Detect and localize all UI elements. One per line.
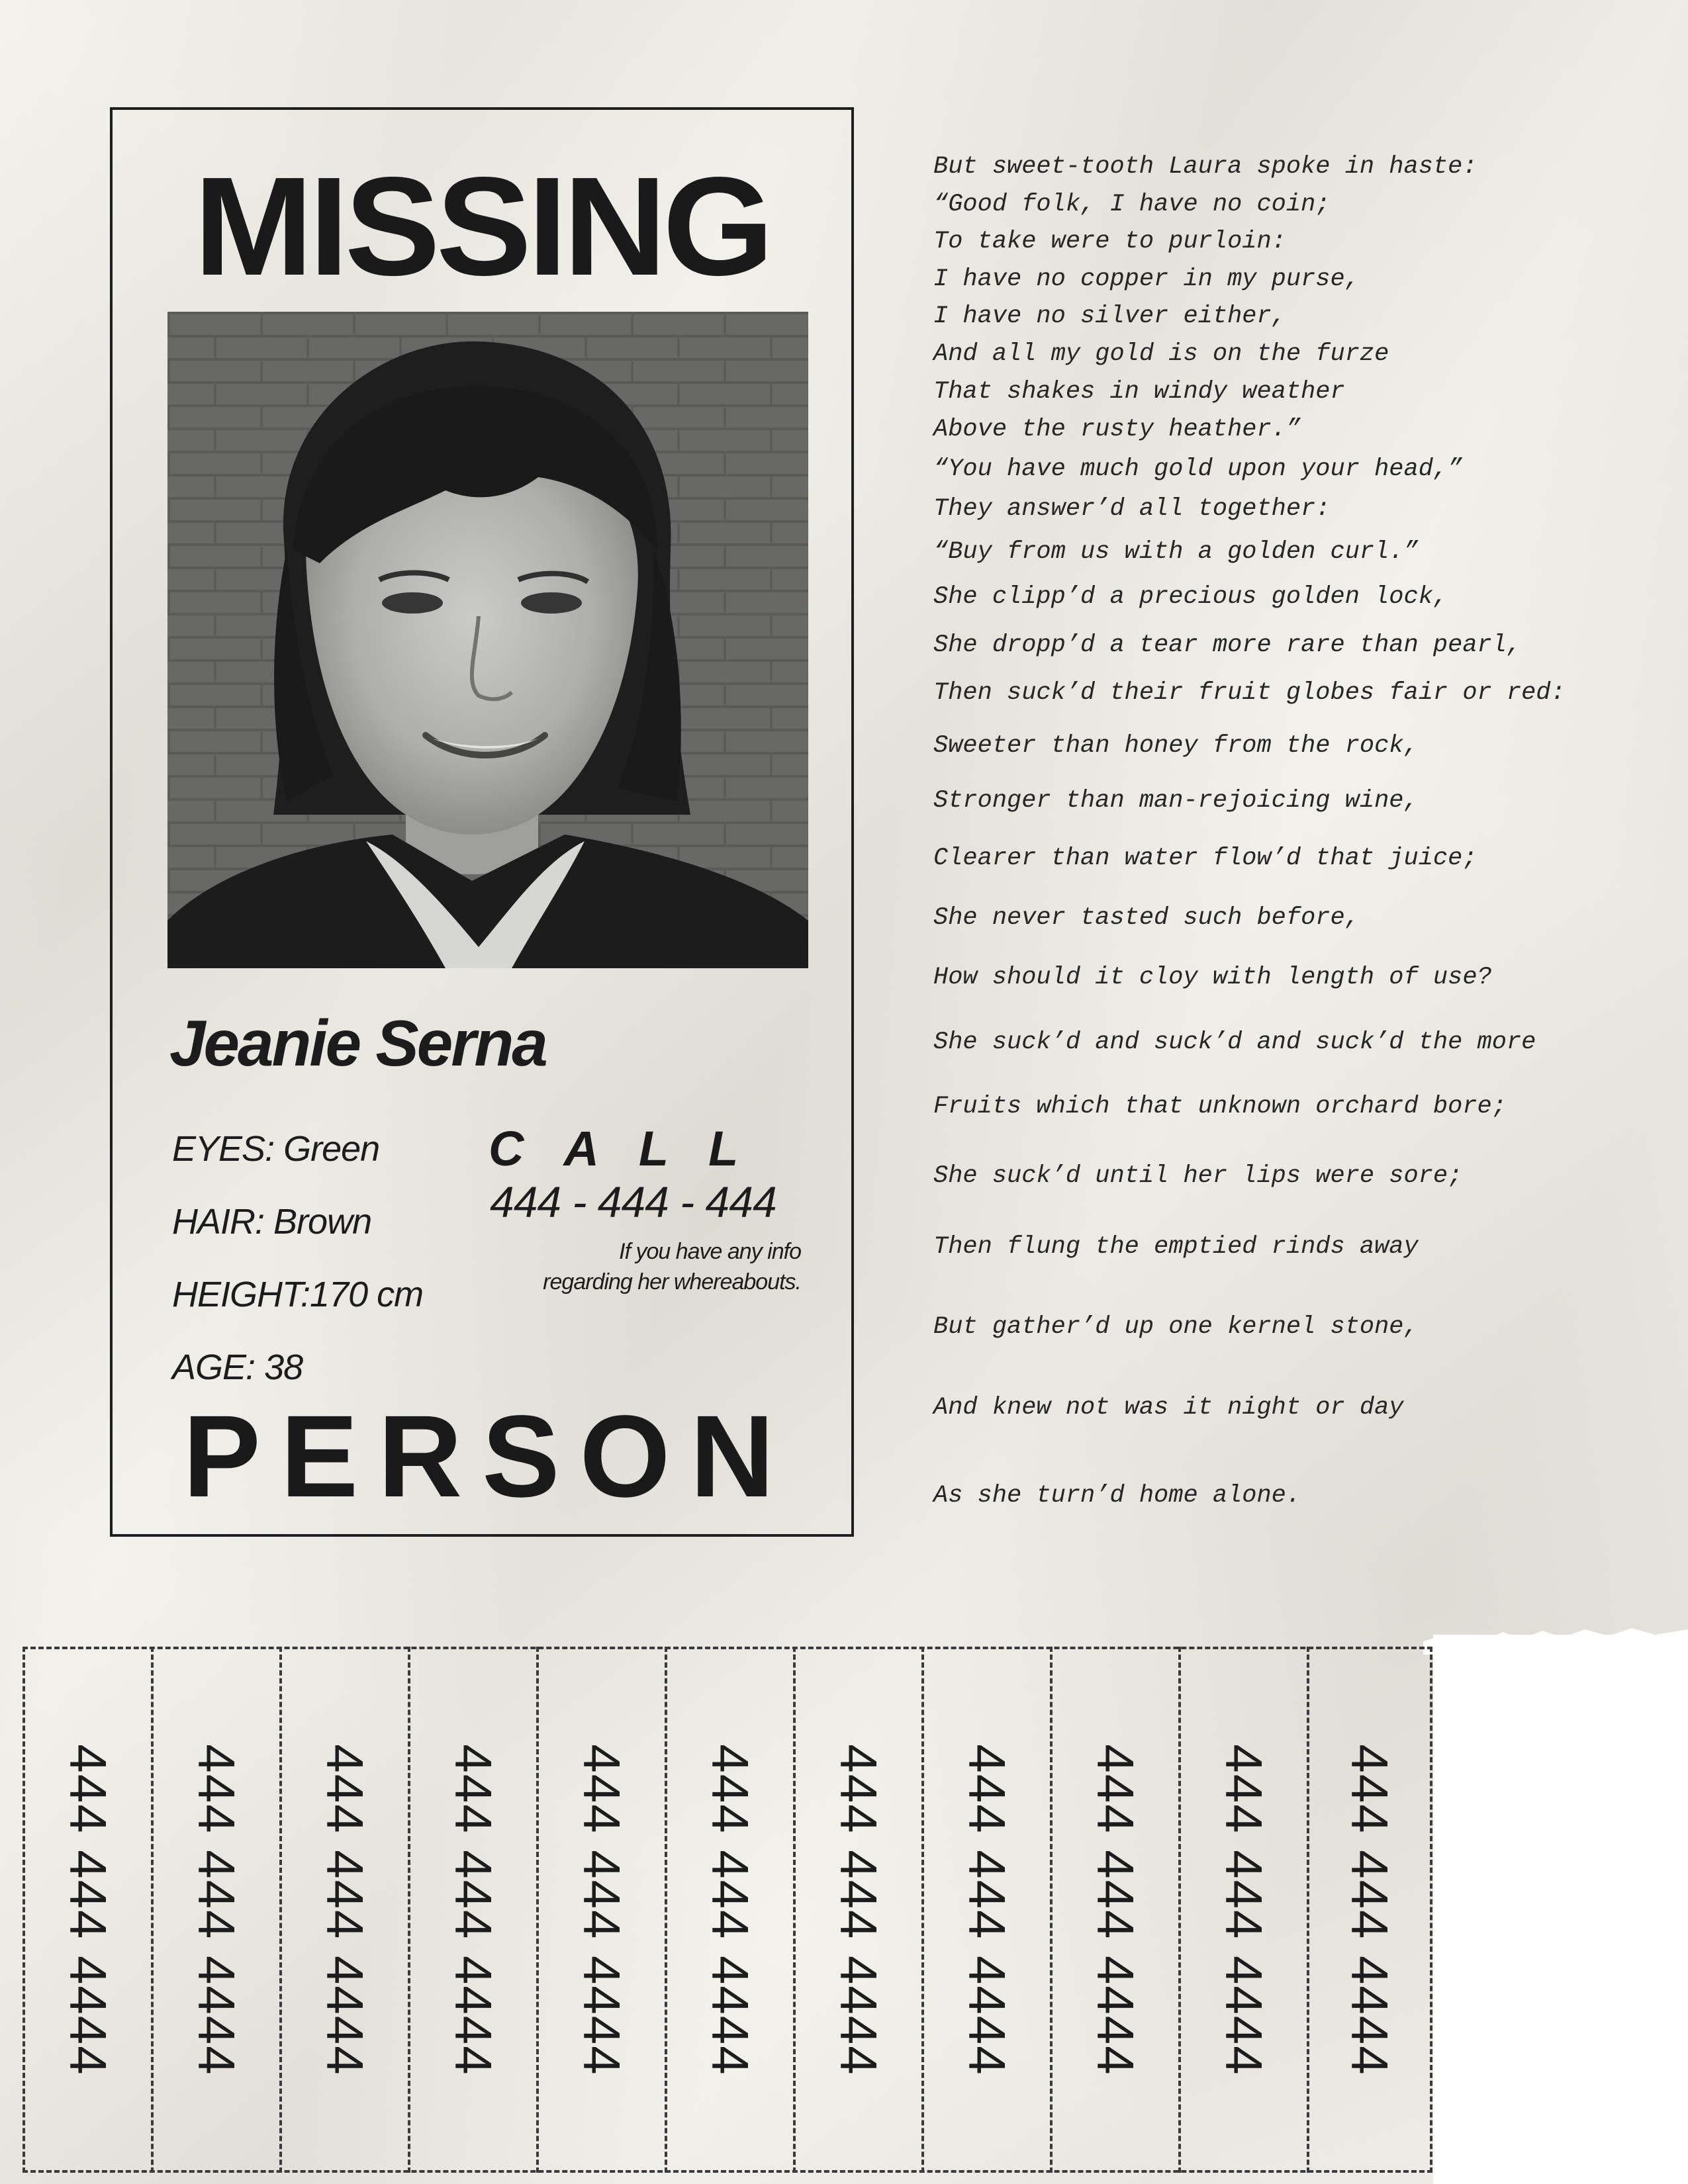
tab-phone-number: 444 444 4444 bbox=[1340, 1743, 1399, 2076]
headline-person: PERSON bbox=[183, 1392, 794, 1522]
headline-missing: MISSING bbox=[193, 148, 771, 304]
poem-line: Then suck’d their fruit globes fair or red: bbox=[933, 679, 1566, 707]
poem-line: I have no copper in my purse, bbox=[933, 265, 1360, 293]
contact-note-line2: regarding her whereabouts. bbox=[543, 1269, 801, 1295]
poem-line: “Buy from us with a golden curl.” bbox=[933, 538, 1419, 566]
tab-phone-number: 444 444 4444 bbox=[1086, 1743, 1145, 2076]
tear-off-tab[interactable] bbox=[536, 1647, 665, 2173]
tab-phone-number: 444 444 4444 bbox=[573, 1743, 632, 2076]
poem-line: They answer’d all together: bbox=[933, 495, 1331, 523]
poem-line: “Good folk, I have no coin; bbox=[933, 191, 1331, 218]
poem-line: Clearer than water flow’d that juice; bbox=[933, 844, 1477, 872]
poem-line: Above the rusty heather.” bbox=[933, 416, 1301, 443]
age-value: 38 bbox=[264, 1347, 303, 1387]
tab-phone-number: 444 444 4444 bbox=[187, 1743, 246, 2076]
contact-note-line1: If you have any info bbox=[619, 1239, 801, 1264]
tear-off-tab[interactable] bbox=[279, 1647, 408, 2173]
contact-note bbox=[483, 1236, 801, 1297]
tab-phone-number: 444 444 4444 bbox=[829, 1743, 888, 2076]
tear-off-tab[interactable] bbox=[408, 1647, 536, 2173]
missing-poster bbox=[110, 107, 854, 1537]
eyes-info bbox=[172, 1129, 379, 1169]
tear-off-tab[interactable] bbox=[23, 1647, 151, 2173]
poem-line: And all my gold is on the furze bbox=[933, 340, 1389, 368]
poem-line: She clipp’d a precious golden lock, bbox=[933, 583, 1448, 611]
poem-line: But sweet-tooth Laura spoke in haste: bbox=[933, 153, 1477, 181]
height-value: 170 cm bbox=[310, 1275, 424, 1314]
tear-off-strip bbox=[23, 1647, 1432, 2176]
poem-line: She dropp’d a tear more rare than pearl, bbox=[933, 631, 1522, 659]
tear-off-tab[interactable] bbox=[921, 1647, 1050, 2173]
poem-line: Stronger than man-rejoicing wine, bbox=[933, 787, 1419, 815]
tear-off-tab[interactable] bbox=[665, 1647, 793, 2173]
tear-off-tab[interactable] bbox=[1050, 1647, 1178, 2173]
torn-paper-gap bbox=[1433, 1635, 1688, 2184]
poem-line: She suck’d until her lips were sore; bbox=[933, 1162, 1463, 1190]
call-heading: CALL bbox=[489, 1121, 778, 1176]
poem-line: As she turn’d home alone. bbox=[933, 1482, 1301, 1510]
tab-phone-number: 444 444 4444 bbox=[701, 1743, 760, 2076]
tab-phone-number: 444 444 4444 bbox=[59, 1743, 118, 2076]
person-photo bbox=[167, 312, 808, 968]
person-name: Jeanie Serna bbox=[169, 1007, 546, 1079]
poem-line: To take were to purloin: bbox=[933, 228, 1286, 255]
eyes-value: Green bbox=[283, 1129, 380, 1169]
poem-line: That shakes in windy weather bbox=[933, 378, 1345, 406]
poem-line: How should it cloy with length of use? bbox=[933, 964, 1492, 991]
hair-value: Brown bbox=[273, 1202, 372, 1242]
poem-line: But gather’d up one kernel stone, bbox=[933, 1313, 1419, 1341]
poem-line: “You have much gold upon your head,” bbox=[933, 455, 1463, 483]
poem-line: She suck’d and suck’d and suck’d the more bbox=[933, 1028, 1536, 1056]
tear-off-tab[interactable] bbox=[793, 1647, 921, 2173]
tab-phone-number: 444 444 4444 bbox=[316, 1743, 375, 2076]
tab-phone-number: 444 444 4444 bbox=[444, 1743, 503, 2076]
hair-info bbox=[172, 1202, 371, 1242]
poem-line: Sweeter than honey from the rock, bbox=[933, 732, 1419, 760]
tab-phone-number: 444 444 4444 bbox=[1215, 1743, 1274, 2076]
age-label: AGE: bbox=[172, 1347, 256, 1387]
eyes-label: EYES: bbox=[172, 1129, 275, 1169]
poem-line: Fruits which that unknown orchard bore; bbox=[933, 1093, 1507, 1120]
poem-line: Then flung the emptied rinds away bbox=[933, 1233, 1419, 1261]
poem-line: She never tasted such before, bbox=[933, 904, 1360, 932]
height-info bbox=[172, 1275, 423, 1314]
tear-off-tab[interactable] bbox=[1178, 1647, 1307, 2173]
tear-off-tab[interactable] bbox=[151, 1647, 279, 2173]
poem-line: I have no silver either, bbox=[933, 302, 1286, 330]
poem-line: And knew not was it night or day bbox=[933, 1394, 1404, 1422]
contact-phone: 444 - 444 - 444 bbox=[490, 1177, 776, 1226]
tab-phone-number: 444 444 4444 bbox=[958, 1743, 1017, 2076]
age-info bbox=[172, 1347, 303, 1387]
hair-label: HAIR: bbox=[172, 1202, 265, 1242]
height-label: HEIGHT: bbox=[172, 1275, 310, 1314]
tear-off-tab[interactable] bbox=[1307, 1647, 1432, 2173]
portrait-image bbox=[167, 312, 808, 968]
